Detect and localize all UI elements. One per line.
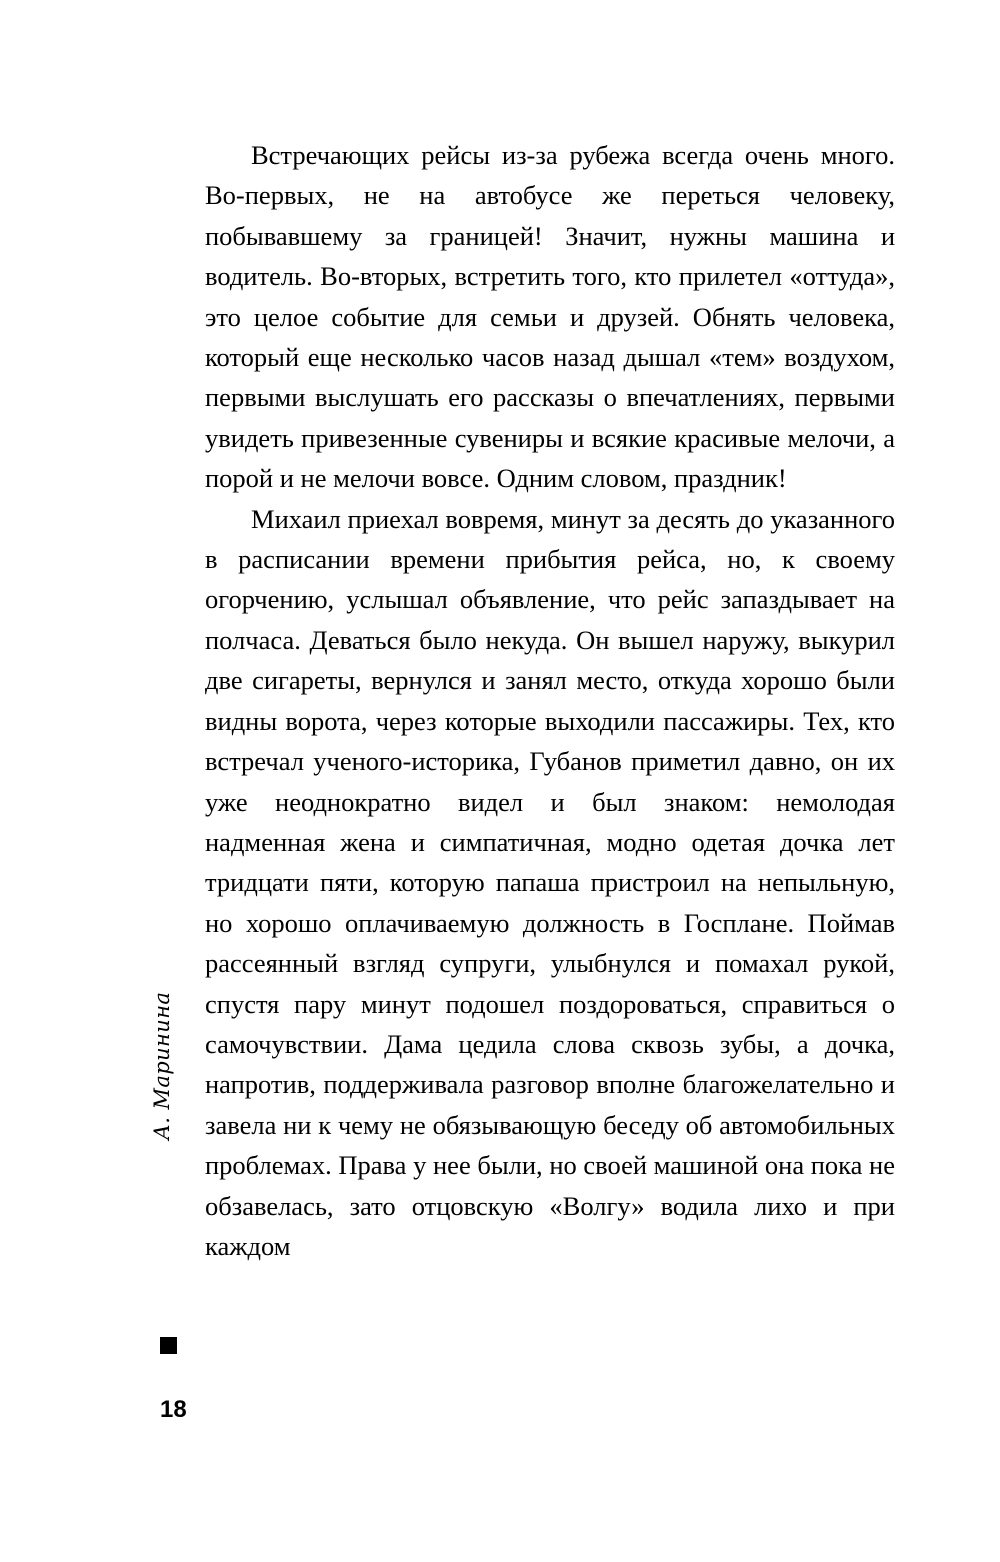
body-text	[205, 135, 895, 1266]
page-number: 18	[160, 1396, 187, 1423]
square-marker-icon	[160, 1337, 177, 1354]
paragraph: Встречающих рейсы из-за рубежа всегда очень много. Во-первых, не на автобусе же переться человеку, побывавшему за границей! Значит, нужны машина и водитель. Во-вторых, встретить того, кто прилетел «оттуда», это целое событие для семьи и друзей. Обнять человека, который еще несколько часов назад дышал «тем» воздухом, первыми выслушать его рассказы о впечатлениях, первыми увидеть привезенные сувениры и всякие красивые мелочи, а порой и не мелочи вовсе. Одним словом, праздник!	[205, 140, 895, 494]
paragraph: Михаил приехал вовремя, минут за десять до указанного в расписании времени прибытия рейса, но, к своему огорчению, услышал объявление, что рейс запаздывает на полчаса. Деваться было некуда. Он вышел наружу, выкурил две сигареты, вернулся и занял место, откуда хорошо были видны ворота, через которые выходили пассажиры. Тех, кто встречал ученого-историка, Губанов приметил давно, он их уже неоднократно видел и был знаком: немолодая надменная жена и симпатичная, модно одетая дочка лет тридцати пяти, которую папаша пристроил на непыльную, но хорошо оплачиваемую должность в Госплане. Поймав рассеянный взгляд супруги, улыбнулся и помахал рукой, спустя пару минут подошел поздороваться, справиться о самочувствии. Дама цедила слова сквозь зубы, а дочка, напротив, поддерживала разговор вполне благожелательно и завела ни к чему не обязывающую беседу об автомобильных проблемах. Права у нее были, но своей машиной она пока не обзавелась, зато отцовскую «Волгу» водила лихо и при каждом	[205, 503, 895, 1261]
running-head-author: А. Маринина	[150, 991, 174, 1140]
